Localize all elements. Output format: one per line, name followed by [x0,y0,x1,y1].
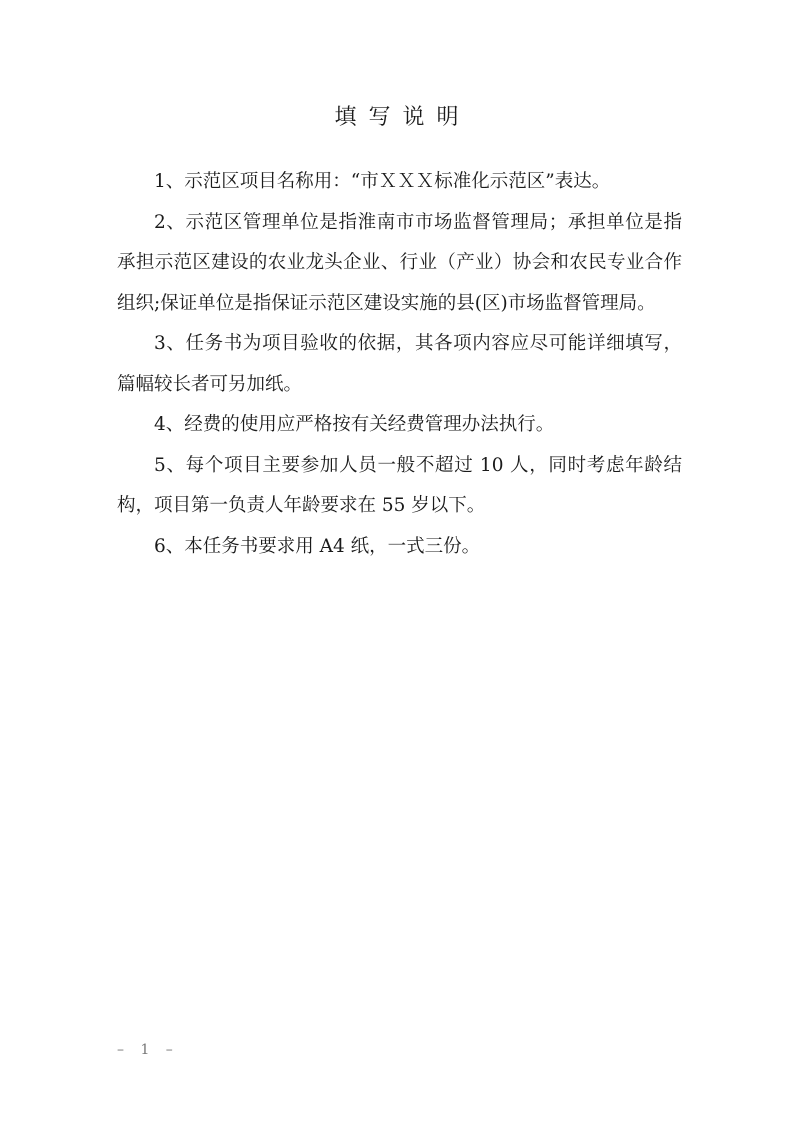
instructions-body [117,162,682,567]
document-title: 填写说明 [334,105,471,130]
instruction-paragraph-5: 5、每个项目主要参加人员一般不超过 10 人，同时考虑年龄结构，项目第一负责人年龄要求在 55 岁以下。 [117,454,682,516]
page-number: – 1 – [117,1042,179,1058]
instruction-paragraph-4: 4、经费的使用应严格按有关经费管理办法执行。 [154,414,555,435]
instruction-paragraph-3: 3、任务书为项目验收的依据，其各项内容应尽可能详细填写，篇幅较长者可另加纸。 [117,333,682,395]
instruction-paragraph-1: 1、示范区项目名称用：“市ＸＸＸ标准化示范区”表达。 [154,171,611,192]
instruction-paragraph-2: 2、示范区管理单位是指淮南市市场监督管理局；承担单位是指承担示范区建设的农业龙头企业、行业（产业）协会和农民专业合作组织;保证单位是指保证示范区建设实施的县(区)市场监督管理局。 [117,211,682,314]
instruction-paragraph-6: 6、本任务书要求用 A4 纸，一式三份。 [154,535,481,557]
